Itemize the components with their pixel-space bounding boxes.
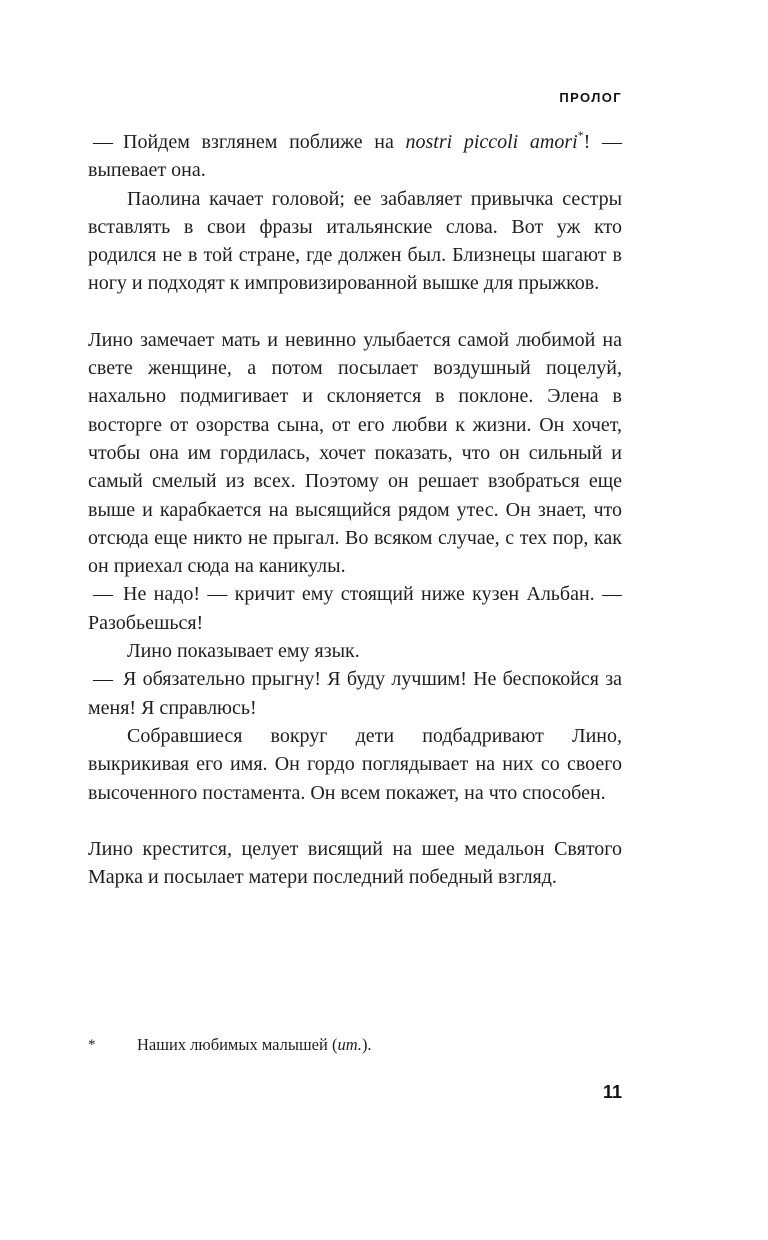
paragraph-8: Лино крестится, целует висящий на шее медальон Святого Марка и посылает матери последний победный взгляд.	[88, 837, 622, 889]
running-header: ПРОЛОГ	[559, 90, 622, 105]
paragraph-7: Собравшиеся вокруг дети подбадривают Лино, выкрикивая его имя. Он гордо поглядывает на них со своего высоченного постамента. Он всем покажет, на что способен.	[88, 724, 622, 804]
language-abbreviation: ит.	[337, 1035, 362, 1054]
footnote-text	[137, 1034, 622, 1056]
text-run: Наших любимых малышей (	[137, 1035, 338, 1054]
paragraph-3: Лино замечает мать и невинно улыбается самой любимой на свете женщине, а потом посылает воздушный поцелуй, нахально подмигивает и склоняется в поклоне. Элена в восторге от озорства сына, от его любви к жизни. Он хочет, чтобы она им гордилась, хочет показать, что он сильный и самый смелый из всех. Поэтому он решает взобраться еще выше и карабкается на высящийся рядом утес. Он знает, что отсюда еще никто не прыгал. Во всяком случае, с тех пор, как он приехал сюда на каникулы.	[88, 328, 622, 578]
text-run: — Пойдем взглянем поближе на	[93, 131, 406, 153]
footnote-marker: *	[88, 1037, 96, 1053]
footnote-ref-asterisk: *	[577, 128, 584, 143]
text-run: ! — выпевает она.	[88, 131, 622, 182]
text-run: ).	[361, 1035, 372, 1054]
paragraph-dialogue-1	[88, 128, 622, 185]
paragraph-2: Паолина качает головой; ее забавляет привычка сестры вставлять в свои фразы итальянские слова. Вот уж кто родился не в той стране, где должен был. Близнецы шагают в ногу и подходят к импровизированной вышке для прыжков.	[88, 187, 622, 295]
page-number: 11	[602, 1082, 622, 1102]
footnote	[88, 1034, 622, 1056]
text-block	[88, 128, 622, 891]
paragraph-dialogue-4: — Не надо! — кричит ему стоящий ниже кузен Альбан. — Разобьешься!	[88, 583, 622, 634]
italian-phrase: nostri piccoli amori	[405, 131, 578, 153]
paragraph-dialogue-6: — Я обязательно прыгну! Я буду лучшим! Не беспокойся за меня! Я справлюсь!	[88, 668, 622, 719]
paragraph-5: Лино показывает ему язык.	[127, 640, 360, 663]
